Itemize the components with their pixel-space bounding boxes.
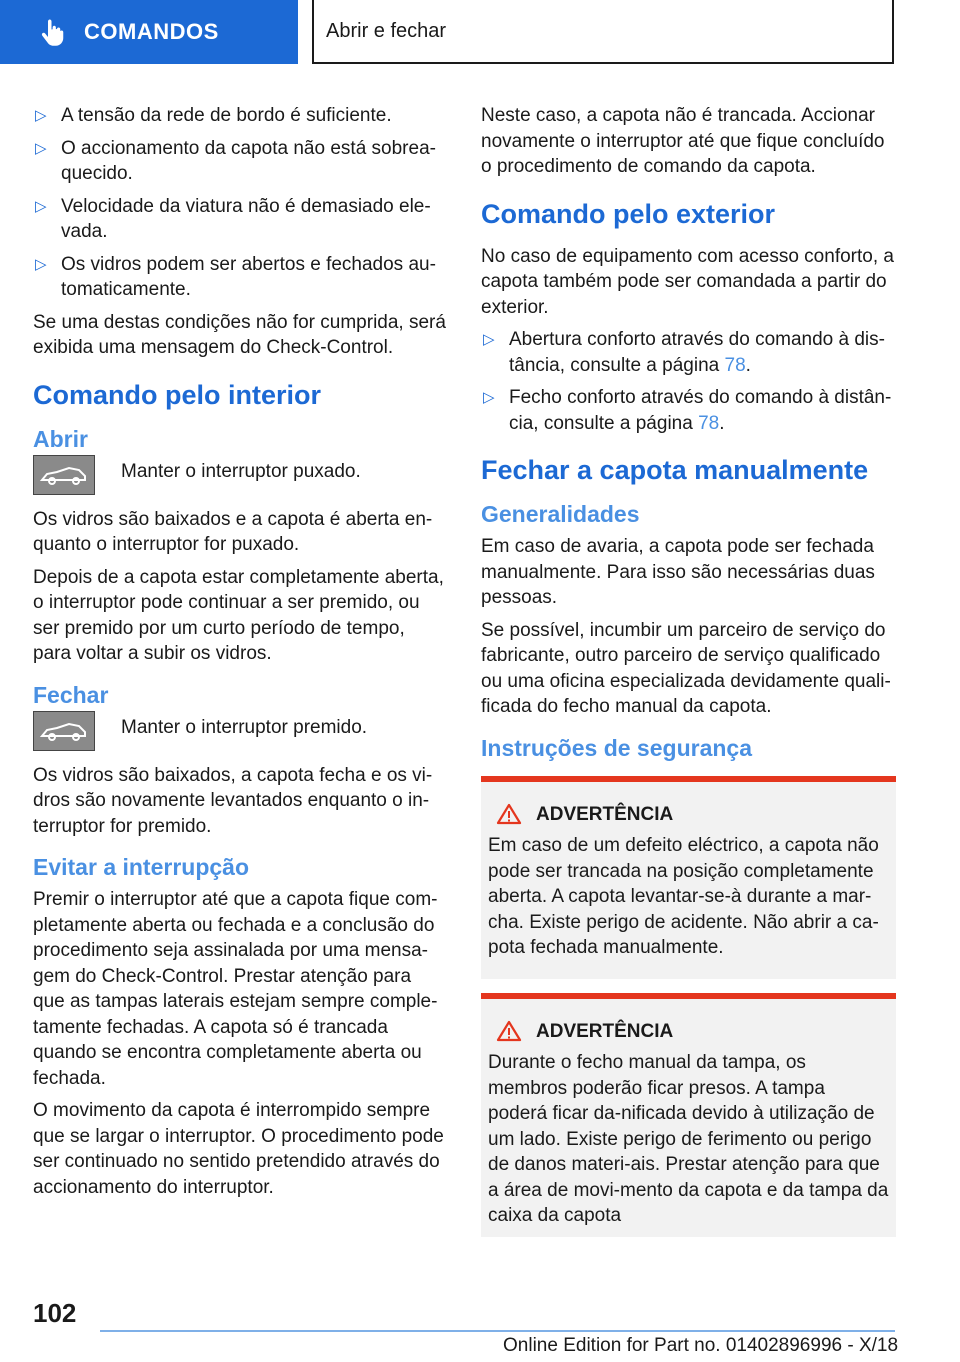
warning-text: Em caso de um defeito eléctrico, a capota não pode ser trancada na posição completamente aberta. A capota levantar-se-à durante a mar-cha. Existe perigo de acidente. Não abrir a ca-pota fechada manualmente. — [488, 835, 879, 958]
triangle-bullet-icon: ▷ — [35, 107, 47, 124]
switch-instruction: Manter o interruptor puxado. — [121, 460, 361, 482]
switch-row-abrir — [33, 459, 448, 495]
subheading-generalidades: Generalidades — [481, 501, 640, 527]
paragraph: O movimento da capota é interrompido sempre que se largar o interruptor. O procedimento pode ser continuado no sentido pretendido através do accionamento do interruptor. — [33, 1100, 444, 1198]
subheading-abrir: Abrir — [33, 425, 88, 452]
paragraph: Neste caso, a capota não é trancada. Accionar novamente o interruptor até que fique concluído o procedimento de comando da capota. — [481, 105, 885, 177]
paragraph: Os vidros são baixados e a capota é aberta en-quanto o interruptor for puxado. — [33, 508, 433, 555]
paragraph: Se uma destas condições não for cumprida, será exibida uma mensagem do Check-Control. — [33, 311, 446, 358]
edition-text: Online Edition for Part no. 01402896996 - X/18 — [503, 1335, 899, 1356]
chapter-tab[interactable] — [312, 0, 894, 64]
list-item: ▷ Fecho conforto através do comando à distân-cia, consulte a página 78. — [483, 387, 892, 434]
list-item: ▷ Velocidade da viatura não é demasiado ele-vada. — [35, 195, 431, 242]
warning-triangle-icon — [496, 1020, 522, 1042]
section-tab[interactable] — [0, 0, 298, 64]
convertible-switch-icon — [33, 711, 95, 751]
footer-divider — [100, 1330, 895, 1332]
paragraph: Premir o interruptor até que a capota fique com-pletamente aberta ou fechada e a conclusão do procedimento seja assinalada por uma mensa-gem do Check-Control. Prestar atenção para que as tampas laterais estejam sempre comple-tamente fechadas. A capota só é trancada quando se encontra completamente aberta ou fechada. — [33, 889, 438, 1089]
warning-text: Durante o fecho manual da tampa, os membros poderão ficar presos. A tampa poderá ficar da-nificada devido à utilização de um lado. Existe perigo de ferimento ou perigo de danos materi-ais. Prestar atenção para que a área de movi-mento da capota e da tampa da caixa da capota — [488, 1052, 889, 1226]
list-item: ▷ O accionamento da capota não está sobrea-quecido. — [35, 137, 436, 184]
switch-row-fechar — [33, 715, 448, 751]
warning-title: ADVERTÊNCIA — [496, 1019, 889, 1045]
triangle-bullet-icon: ▷ — [35, 197, 47, 215]
list-item: ▷ Abertura conforto através do comando à dis-tância, consulte a página 78. — [483, 329, 885, 376]
triangle-bullet-icon: ▷ — [483, 389, 495, 406]
paragraph: No caso de equipamento com acesso conforto, a capota também pode ser comandada a partir do exterior. — [481, 245, 894, 318]
heading-exterior: Comando pelo exterior — [481, 198, 776, 229]
warning-box — [481, 993, 896, 1237]
page-link[interactable]: 78 — [724, 354, 746, 376]
hand-pointer-icon — [38, 17, 68, 47]
switch-instruction: Manter o interruptor premido. — [121, 716, 368, 738]
paragraph: Se possível, incumbir um parceiro de serviço do fabricante, outro parceiro de serviço qualificado ou uma oficina especializada devidamente quali-ficada do fecho manual da capota. — [481, 619, 891, 717]
subheading-fechar: Fechar — [33, 681, 109, 708]
left-column — [33, 103, 448, 1207]
list-item: ▷ Os vidros podem ser abertos e fechados au-tomaticamente. — [35, 253, 436, 300]
warning-triangle-icon — [496, 803, 522, 825]
heading-manual: Fechar a capota manualmente — [481, 455, 869, 485]
subheading-evitar: Evitar a interrupção — [33, 854, 250, 880]
heading-interior: Comando pelo interior — [33, 379, 322, 410]
triangle-bullet-icon: ▷ — [483, 331, 495, 348]
paragraph: Em caso de avaria, a capota pode ser fechada manualmente. Para isso são necessárias duas pessoas. — [481, 536, 875, 608]
page-link[interactable]: 78 — [698, 412, 720, 434]
right-column — [481, 103, 896, 1249]
paragraph: Os vidros são baixados, a capota fecha e os vi-dros são novamente levantados enquanto o in-terruptor for premido. — [33, 764, 433, 837]
chapter-title: Abrir e fechar — [326, 19, 447, 42]
warning-title: ADVERTÊNCIA — [496, 802, 889, 828]
list-item: ▷ A tensão da rede de bordo é suficiente. — [33, 103, 448, 129]
warning-box — [481, 776, 896, 979]
paragraph: Depois de a capota estar completamente aberta, o interruptor pode continuar a ser premido, ou ser premido por um curto período de tempo, para voltar a subir os vidros. — [33, 566, 444, 664]
triangle-bullet-icon: ▷ — [35, 255, 47, 273]
triangle-bullet-icon: ▷ — [35, 139, 47, 157]
convertible-switch-icon — [33, 455, 95, 495]
page-number: 102 — [33, 1298, 77, 1328]
section-title: COMANDOS — [84, 19, 219, 44]
subheading-seguranca: Instruções de segurança — [481, 734, 752, 761]
